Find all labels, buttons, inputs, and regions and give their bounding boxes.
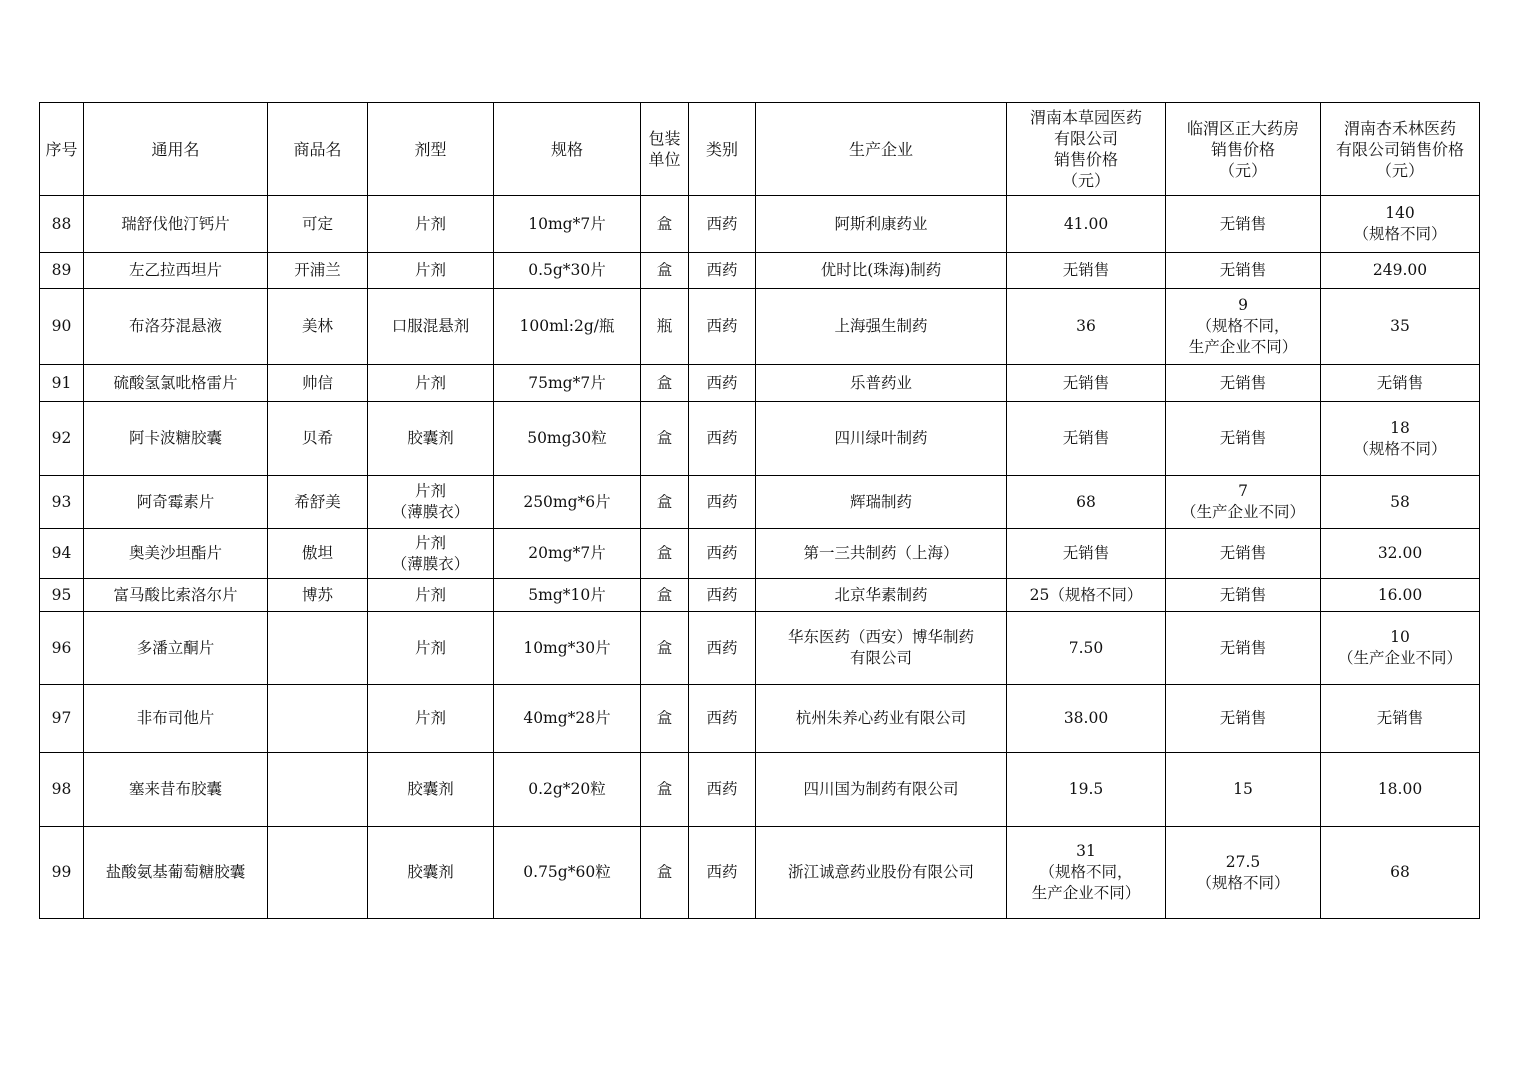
cell-spec: 10mg*7片 bbox=[494, 196, 641, 253]
cell-pack-unit: 盒 bbox=[641, 402, 689, 476]
cell-seq: 98 bbox=[40, 753, 84, 827]
cell-pack-unit: 盒 bbox=[641, 253, 689, 289]
table-row bbox=[40, 827, 1480, 919]
cell-seq: 93 bbox=[40, 476, 84, 529]
cell-brand-name: 开浦兰 bbox=[268, 253, 368, 289]
cell-generic-name: 布洛芬混悬液 bbox=[84, 289, 268, 365]
cell-seq: 91 bbox=[40, 365, 84, 402]
cell-category: 西药 bbox=[689, 253, 756, 289]
header-price-bencaoyuan: 渭南本草园医药 有限公司 销售价格 （元） bbox=[1007, 103, 1166, 196]
cell-price-zhengda: 无销售 bbox=[1166, 579, 1321, 612]
cell-brand-name bbox=[268, 685, 368, 753]
cell-manufacturer: 阿斯利康药业 bbox=[756, 196, 1007, 253]
cell-price-xingheling: 无销售 bbox=[1321, 685, 1480, 753]
cell-generic-name: 非布司他片 bbox=[84, 685, 268, 753]
cell-seq: 92 bbox=[40, 402, 84, 476]
cell-category: 西药 bbox=[689, 612, 756, 685]
cell-brand-name: 傲坦 bbox=[268, 529, 368, 579]
cell-category: 西药 bbox=[689, 402, 756, 476]
table-row bbox=[40, 753, 1480, 827]
cell-dosage-form: 片剂 bbox=[368, 253, 494, 289]
cell-price-bencaoyuan: 7.50 bbox=[1007, 612, 1166, 685]
cell-brand-name: 博苏 bbox=[268, 579, 368, 612]
cell-spec: 5mg*10片 bbox=[494, 579, 641, 612]
cell-price-zhengda: 无销售 bbox=[1166, 365, 1321, 402]
cell-manufacturer: 四川国为制药有限公司 bbox=[756, 753, 1007, 827]
cell-price-xingheling: 58 bbox=[1321, 476, 1480, 529]
cell-seq: 88 bbox=[40, 196, 84, 253]
cell-seq: 99 bbox=[40, 827, 84, 919]
cell-seq: 95 bbox=[40, 579, 84, 612]
header-row bbox=[40, 103, 1480, 196]
cell-price-bencaoyuan: 41.00 bbox=[1007, 196, 1166, 253]
header-brand-name: 商品名 bbox=[268, 103, 368, 196]
cell-spec: 50mg30粒 bbox=[494, 402, 641, 476]
cell-price-bencaoyuan: 31 （规格不同， 生产企业不同） bbox=[1007, 827, 1166, 919]
table-row bbox=[40, 579, 1480, 612]
cell-spec: 40mg*28片 bbox=[494, 685, 641, 753]
cell-generic-name: 富马酸比索洛尔片 bbox=[84, 579, 268, 612]
cell-category: 西药 bbox=[689, 196, 756, 253]
cell-dosage-form: 片剂 bbox=[368, 579, 494, 612]
cell-spec: 250mg*6片 bbox=[494, 476, 641, 529]
cell-price-zhengda: 9 （规格不同， 生产企业不同） bbox=[1166, 289, 1321, 365]
cell-price-xingheling: 35 bbox=[1321, 289, 1480, 365]
cell-category: 西药 bbox=[689, 827, 756, 919]
cell-price-zhengda: 7 （生产企业不同） bbox=[1166, 476, 1321, 529]
cell-brand-name: 可定 bbox=[268, 196, 368, 253]
cell-brand-name: 贝希 bbox=[268, 402, 368, 476]
table-row bbox=[40, 685, 1480, 753]
table-row bbox=[40, 529, 1480, 579]
cell-dosage-form: 片剂 bbox=[368, 685, 494, 753]
header-spec: 规格 bbox=[494, 103, 641, 196]
cell-pack-unit: 盒 bbox=[641, 612, 689, 685]
cell-seq: 94 bbox=[40, 529, 84, 579]
header-price-zhengda: 临渭区正大药房 销售价格 （元） bbox=[1166, 103, 1321, 196]
cell-price-zhengda: 无销售 bbox=[1166, 253, 1321, 289]
cell-generic-name: 左乙拉西坦片 bbox=[84, 253, 268, 289]
cell-price-xingheling: 32.00 bbox=[1321, 529, 1480, 579]
cell-pack-unit: 盒 bbox=[641, 685, 689, 753]
cell-manufacturer: 杭州朱养心药业有限公司 bbox=[756, 685, 1007, 753]
cell-price-bencaoyuan: 19.5 bbox=[1007, 753, 1166, 827]
cell-category: 西药 bbox=[689, 365, 756, 402]
cell-pack-unit: 盒 bbox=[641, 529, 689, 579]
cell-dosage-form: 胶囊剂 bbox=[368, 827, 494, 919]
cell-price-bencaoyuan: 无销售 bbox=[1007, 529, 1166, 579]
cell-brand-name: 美林 bbox=[268, 289, 368, 365]
cell-brand-name: 帅信 bbox=[268, 365, 368, 402]
cell-manufacturer: 上海强生制药 bbox=[756, 289, 1007, 365]
cell-generic-name: 多潘立酮片 bbox=[84, 612, 268, 685]
cell-spec: 10mg*30片 bbox=[494, 612, 641, 685]
cell-price-bencaoyuan: 38.00 bbox=[1007, 685, 1166, 753]
cell-seq: 97 bbox=[40, 685, 84, 753]
header-price-xingheling: 渭南杏禾林医药 有限公司销售价格 （元） bbox=[1321, 103, 1480, 196]
cell-dosage-form: 片剂 （薄膜衣） bbox=[368, 529, 494, 579]
cell-price-bencaoyuan: 无销售 bbox=[1007, 365, 1166, 402]
table-row bbox=[40, 612, 1480, 685]
cell-spec: 20mg*7片 bbox=[494, 529, 641, 579]
cell-generic-name: 阿卡波糖胶囊 bbox=[84, 402, 268, 476]
header-category: 类别 bbox=[689, 103, 756, 196]
cell-price-xingheling: 10 （生产企业不同） bbox=[1321, 612, 1480, 685]
cell-dosage-form: 片剂 bbox=[368, 365, 494, 402]
cell-price-zhengda: 无销售 bbox=[1166, 402, 1321, 476]
cell-price-xingheling: 16.00 bbox=[1321, 579, 1480, 612]
cell-pack-unit: 盒 bbox=[641, 753, 689, 827]
cell-price-zhengda: 无销售 bbox=[1166, 196, 1321, 253]
cell-price-bencaoyuan: 36 bbox=[1007, 289, 1166, 365]
header-pack-unit: 包装 单位 bbox=[641, 103, 689, 196]
cell-price-xingheling: 18 （规格不同） bbox=[1321, 402, 1480, 476]
cell-spec: 0.2g*20粒 bbox=[494, 753, 641, 827]
cell-generic-name: 硫酸氢氯吡格雷片 bbox=[84, 365, 268, 402]
cell-price-zhengda: 无销售 bbox=[1166, 612, 1321, 685]
cell-price-zhengda: 15 bbox=[1166, 753, 1321, 827]
cell-manufacturer: 辉瑞制药 bbox=[756, 476, 1007, 529]
cell-manufacturer: 北京华素制药 bbox=[756, 579, 1007, 612]
cell-brand-name bbox=[268, 827, 368, 919]
cell-generic-name: 瑞舒伐他汀钙片 bbox=[84, 196, 268, 253]
header-seq: 序号 bbox=[40, 103, 84, 196]
cell-price-bencaoyuan: 无销售 bbox=[1007, 402, 1166, 476]
cell-price-bencaoyuan: 68 bbox=[1007, 476, 1166, 529]
cell-seq: 96 bbox=[40, 612, 84, 685]
table-row bbox=[40, 289, 1480, 365]
cell-manufacturer: 四川绿叶制药 bbox=[756, 402, 1007, 476]
cell-dosage-form: 片剂 （薄膜衣） bbox=[368, 476, 494, 529]
header-manufacturer: 生产企业 bbox=[756, 103, 1007, 196]
table-row bbox=[40, 196, 1480, 253]
cell-manufacturer: 第一三共制药（上海） bbox=[756, 529, 1007, 579]
cell-spec: 0.75g*60粒 bbox=[494, 827, 641, 919]
cell-manufacturer: 浙江诚意药业股份有限公司 bbox=[756, 827, 1007, 919]
cell-generic-name: 盐酸氨基葡萄糖胶囊 bbox=[84, 827, 268, 919]
cell-category: 西药 bbox=[689, 753, 756, 827]
cell-pack-unit: 盒 bbox=[641, 365, 689, 402]
cell-dosage-form: 胶囊剂 bbox=[368, 753, 494, 827]
cell-price-xingheling: 68 bbox=[1321, 827, 1480, 919]
header-generic-name: 通用名 bbox=[84, 103, 268, 196]
header-dosage-form: 剂型 bbox=[368, 103, 494, 196]
cell-seq: 90 bbox=[40, 289, 84, 365]
cell-price-zhengda: 无销售 bbox=[1166, 685, 1321, 753]
cell-price-zhengda: 27.5 （规格不同） bbox=[1166, 827, 1321, 919]
cell-seq: 89 bbox=[40, 253, 84, 289]
cell-price-zhengda: 无销售 bbox=[1166, 529, 1321, 579]
cell-price-bencaoyuan: 无销售 bbox=[1007, 253, 1166, 289]
cell-category: 西药 bbox=[689, 529, 756, 579]
cell-price-xingheling: 249.00 bbox=[1321, 253, 1480, 289]
cell-category: 西药 bbox=[689, 476, 756, 529]
table-row bbox=[40, 365, 1480, 402]
cell-brand-name bbox=[268, 612, 368, 685]
cell-pack-unit: 盒 bbox=[641, 476, 689, 529]
table-row bbox=[40, 476, 1480, 529]
cell-price-bencaoyuan: 25（规格不同） bbox=[1007, 579, 1166, 612]
cell-pack-unit: 瓶 bbox=[641, 289, 689, 365]
cell-dosage-form: 胶囊剂 bbox=[368, 402, 494, 476]
cell-category: 西药 bbox=[689, 685, 756, 753]
cell-pack-unit: 盒 bbox=[641, 196, 689, 253]
cell-manufacturer: 优时比(珠海)制药 bbox=[756, 253, 1007, 289]
cell-generic-name: 塞来昔布胶囊 bbox=[84, 753, 268, 827]
cell-generic-name: 奥美沙坦酯片 bbox=[84, 529, 268, 579]
cell-price-xingheling: 无销售 bbox=[1321, 365, 1480, 402]
cell-spec: 0.5g*30片 bbox=[494, 253, 641, 289]
cell-brand-name bbox=[268, 753, 368, 827]
cell-generic-name: 阿奇霉素片 bbox=[84, 476, 268, 529]
cell-brand-name: 希舒美 bbox=[268, 476, 368, 529]
cell-spec: 100ml:2g/瓶 bbox=[494, 289, 641, 365]
cell-dosage-form: 片剂 bbox=[368, 196, 494, 253]
table-row bbox=[40, 402, 1480, 476]
cell-pack-unit: 盒 bbox=[641, 579, 689, 612]
cell-spec: 75mg*7片 bbox=[494, 365, 641, 402]
cell-dosage-form: 口服混悬剂 bbox=[368, 289, 494, 365]
cell-manufacturer: 华东医药（西安）博华制药 有限公司 bbox=[756, 612, 1007, 685]
drug-price-table bbox=[39, 102, 1480, 919]
cell-price-xingheling: 18.00 bbox=[1321, 753, 1480, 827]
cell-pack-unit: 盒 bbox=[641, 827, 689, 919]
table-row bbox=[40, 253, 1480, 289]
cell-category: 西药 bbox=[689, 579, 756, 612]
cell-price-xingheling: 140 （规格不同） bbox=[1321, 196, 1480, 253]
cell-dosage-form: 片剂 bbox=[368, 612, 494, 685]
cell-category: 西药 bbox=[689, 289, 756, 365]
cell-manufacturer: 乐普药业 bbox=[756, 365, 1007, 402]
